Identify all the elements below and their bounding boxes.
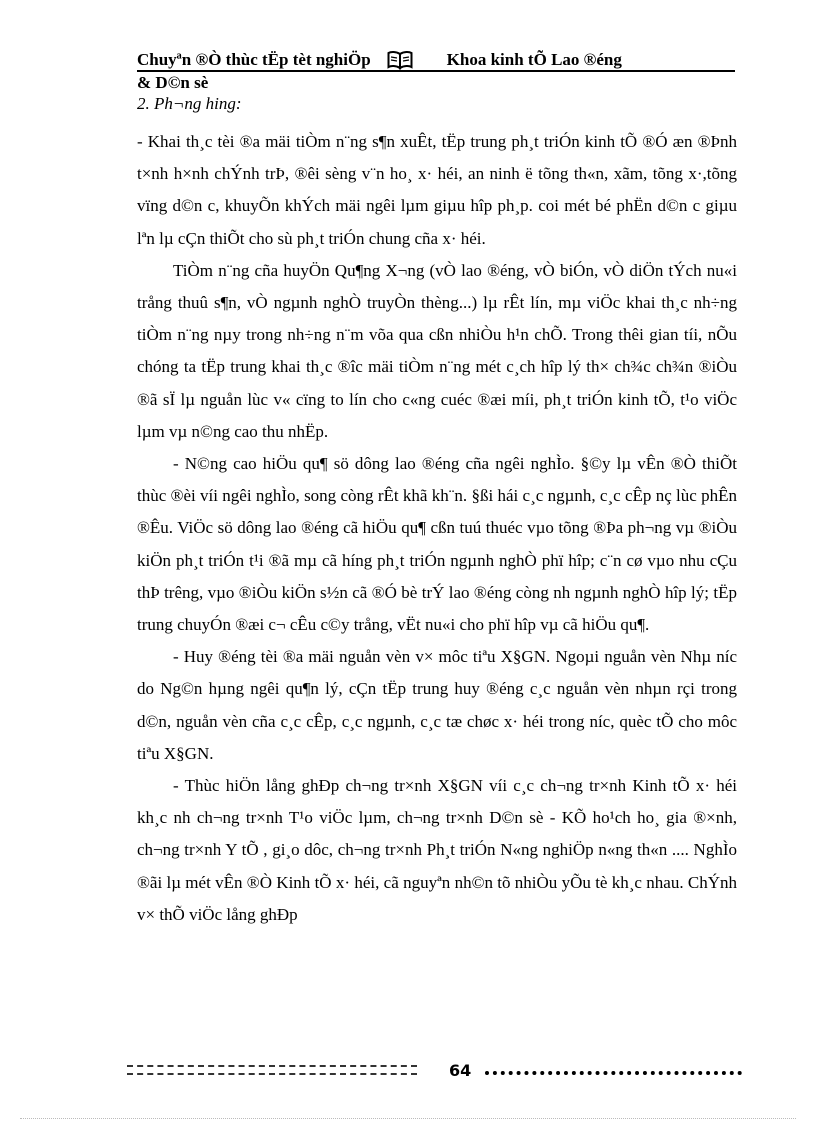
header-continuation: & D©n sè [137, 73, 209, 92]
section-heading: 2. Ph¬ng hing: [137, 94, 242, 113]
page-number: 64 [449, 1060, 472, 1080]
header-left-title: Chuyªn ®Ò thùc tËp tèt nghiÖp [137, 50, 371, 69]
open-book-icon [387, 50, 413, 70]
running-header [137, 48, 737, 96]
paragraph: - N©ng cao hiÖu qu¶ sö dông lao ®éng cña ngêi nghÌo. §©y lµ vÊn ®Ò thiÕt thùc ®èi víi ngêi nghÌo, song còng rÊt khã kh¨n. §ßi hái c¸c ngµnh, c¸c cÊp nç lùc phÊn ®Êu. ViÖc sö dông lao ®éng cã hiÖu qu¶ cßn tuú thuéc vµo tõng ®Þa ph¬ng vµ ®iÒu kiÖn ph¸t triÓn t¹i ®ã mµ cã híng ph¸t triÓn ngµnh nghÒ phï hîp; c¨n cø vµo nhu cÇu thÞ trêng, vµo ®iÒu kiÖn s½n cã ®Ó bè trÝ lao ®éng còng nh ngµnh nghÒ hîp lý; tËp trung chuyÓn ®æi c¬ cÊu c©y trång, vËt nu«i cho phï hîp vµ cã hiÖu qu¶. [137, 454, 737, 635]
body-text [137, 126, 737, 931]
header-line [137, 48, 737, 70]
paragraph: - Thùc hiÖn lång ghÐp ch¬ng tr×nh X§GN víi c¸c ch¬ng tr×nh Kinh tÕ x· héi kh¸c nh ch¬ng tr×nh T¹o viÖc lµm, ch¬ng tr×nh D©n sè - KÕ ho¹ch ho¸ gia ®×nh, ch¬ng tr×nh Y tÕ , gi¸o dôc, ch¬ng tr×nh Ph¸t triÓn N«ng nghiÖp n«ng th«n .... NghÌo ®ãi lµ mét vÊn ®Ò Kinh tÕ x· héi, cã nguyªn nh©n tõ nhiÒu yÕu tè kh¸c nhau. ChÝnh v× thÕ viÖc lång ghÐp [137, 776, 737, 924]
header-underline [137, 70, 735, 72]
footer-dotted-rule [485, 1071, 742, 1075]
header-right-title: Khoa kinh tÕ Lao ®éng [446, 50, 622, 69]
page-footer [127, 1058, 742, 1082]
paragraph: TiÒm n¨ng cña huyÖn Qu¶ng X¬ng (vÒ lao ®éng, vÒ biÓn, vÒ diÖn tÝch nu«i trång thuû s¶n, vÒ ngµnh nghÒ truyÒn thèng...) lµ rÊt lín, mµ viÖc khai th¸c nh÷ng tiÒm n¨ng nµy trong nh÷ng n¨m võa qua cßn nhiÒu h¹n chÕ. Trong thêi gian tíi, nÕu chóng ta tËp trung khai th¸c ®îc mäi tiÒm n¨ng mét c¸ch hîp lý th× ch¾c ch¾n ®iÒu ®ã sÏ lµ nguån lùc v« cïng to lín cho c«ng cuéc ®æi míi, ph¸t triÓn kinh tÕ, t¹o viÖc lµm vµ n©ng cao thu nhËp. [137, 260, 737, 441]
paragraph: - Khai th¸c tèi ®a mäi tiÒm n¨ng s¶n xuÊt, tËp trung ph¸t triÓn kinh tÕ ®Ó æn ®Þnh t×nh h×nh chÝnh trÞ, ®êi sèng v¨n ho¸ x· héi, an ninh ë tõng th«n, xãm, tõng x·,tõng vïng d©n c, khuyÕn khÝch mäi ngêi lµm giµu hîp ph¸p. coi mét bé phËn d©n c giµu lªn lµ cÇn thiÕt cho sù ph¸t triÓn chung cña x· héi. [137, 132, 737, 248]
paragraph: - Huy ®éng tèi ®a mäi nguån vèn v× môc tiªu X§GN. Ngoµi nguån vèn Nhµ níc do Ng©n hµng ngêi qu¶n lý, cÇn tËp trung huy ®éng c¸c nguån vèn nhµn rçi trong d©n, nguån vèn cña c¸c cÊp, c¸c ngµnh, c¸c tæ chøc x· héi trong níc, quèc tÕ cho môc tiªu X§GN. [137, 647, 737, 763]
footer-dashed-rule [127, 1065, 417, 1075]
page-bottom-rule [20, 1118, 796, 1119]
